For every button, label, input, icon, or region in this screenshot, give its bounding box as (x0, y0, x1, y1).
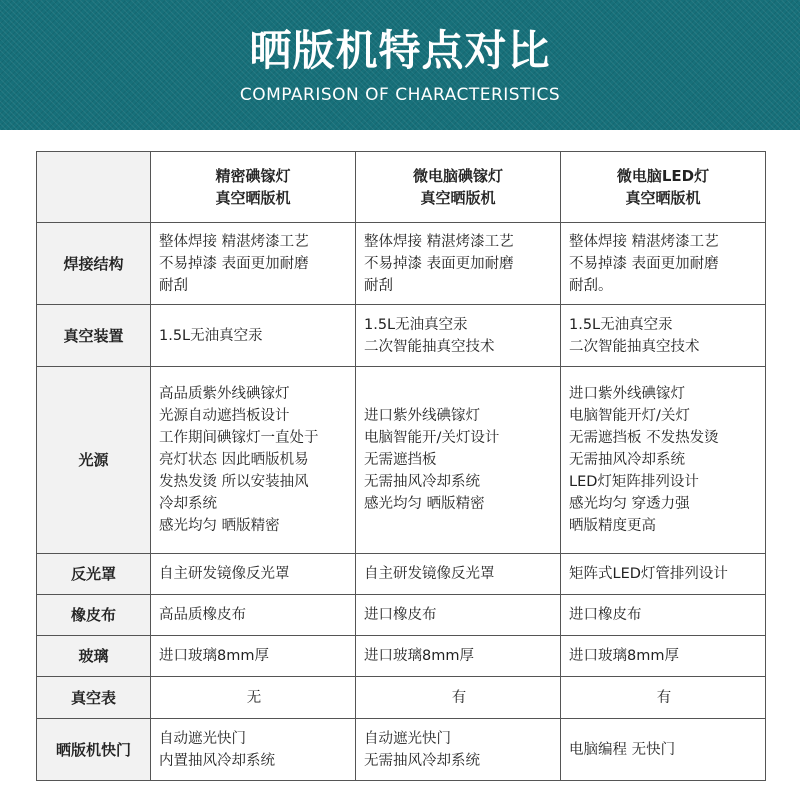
cell-text-line: 自主研发镜像反光罩 (364, 566, 495, 582)
table-row (37, 636, 766, 677)
cell-text-line: 感光均匀 晒版精密 (159, 518, 280, 534)
cell-text-line: 整体焊接 精湛烤漆工艺 (364, 233, 514, 250)
cell-text-line: 矩阵式LED灯管排列设计 (569, 566, 728, 582)
cell-text-line: 高品质紫外线碘镓灯 (159, 386, 290, 402)
table-cell (151, 554, 356, 595)
column-header (151, 152, 356, 223)
table-row (37, 595, 766, 636)
cell-text-line: 无需抽风冷却系统 (569, 452, 685, 468)
table-cell (561, 223, 766, 305)
cell-text-line: 无需抽风冷却系统 (364, 752, 480, 769)
comparison-table (36, 151, 766, 781)
table-cell (561, 554, 766, 595)
corner-cell (37, 152, 151, 223)
cell-text-line: 整体焊接 精湛烤漆工艺 (569, 233, 719, 250)
cell-text-line: 不易掉漆 表面更加耐磨 (569, 255, 719, 272)
table-row (37, 305, 766, 367)
cell-text-line: 自主研发镜像反光罩 (159, 566, 290, 582)
cell-text-line: 内置抽风冷却系统 (159, 752, 275, 769)
cell-text-line: 进口橡皮布 (569, 607, 642, 623)
cell-text-line: 1.5L无油真空汞 (159, 327, 263, 344)
table-cell (151, 367, 356, 554)
column-header-line: 精密碘镓灯 (215, 167, 291, 185)
table-row (37, 223, 766, 305)
cell-text-line: 工作期间碘镓灯一直处于 (159, 430, 319, 446)
table-cell (151, 305, 356, 367)
cell-text-line: 无需抽风冷却系统 (364, 474, 480, 490)
table-cell (561, 677, 766, 719)
row-label: 真空装置 (37, 305, 151, 367)
row-label: 橡皮布 (37, 595, 151, 636)
table-cell (561, 636, 766, 677)
cell-text-line: 无需遮挡板 (364, 452, 437, 468)
cell-text-line: 自动遮光快门 (364, 730, 451, 747)
cell-text-line: 二次智能抽真空技术 (569, 338, 700, 355)
table-cell (356, 719, 561, 781)
cell-text-line: 不易掉漆 表面更加耐磨 (364, 255, 514, 272)
table-cell (151, 595, 356, 636)
column-header-line: 微电脑碘镓灯 (412, 167, 503, 185)
table-cell (356, 595, 561, 636)
cell-text-line: 冷却系统 (159, 496, 217, 512)
cell-text-line: 发热发烫 所以安装抽风 (159, 474, 309, 490)
table-cell (151, 636, 356, 677)
cell-text-line: 进口玻璃8mm厚 (159, 648, 269, 664)
column-header-line: 微电脑LED灯 (616, 167, 710, 185)
row-label: 晒版机快门 (37, 719, 151, 781)
cell-text-line: LED灯矩阵排列设计 (569, 474, 699, 490)
cell-text-line: 电脑智能开灯/关灯 (569, 408, 690, 424)
cell-text-line: 进口玻璃8mm厚 (569, 648, 679, 664)
table-cell (356, 223, 561, 305)
cell-text-line: 整体焊接 精湛烤漆工艺 (159, 233, 309, 250)
table-cell (151, 719, 356, 781)
table-cell (356, 305, 561, 367)
column-header-line: 真空晒版机 (215, 189, 291, 207)
cell-text-line: 有 (656, 689, 672, 706)
table-cell (356, 636, 561, 677)
cell-text-line: 耐刮 (159, 277, 188, 294)
column-header (561, 152, 766, 223)
row-label: 真空表 (37, 677, 151, 719)
cell-text-line: 高品质橡皮布 (159, 607, 246, 623)
cell-text-line: 感光均匀 穿透力强 (569, 496, 690, 512)
table-row (37, 719, 766, 781)
table-row (37, 367, 766, 554)
row-label: 光源 (37, 367, 151, 554)
table-cell (356, 677, 561, 719)
table-cell (151, 677, 356, 719)
cell-text-line: 电脑智能开/关灯设计 (364, 430, 500, 446)
cell-text-line: 耐刮。 (569, 277, 613, 294)
cell-text-line: 进口玻璃8mm厚 (364, 648, 474, 664)
table-cell (561, 367, 766, 554)
table-header-row (37, 152, 766, 223)
table-body (37, 223, 766, 781)
column-header-line: 真空晒版机 (420, 189, 496, 207)
table-cell (151, 223, 356, 305)
cell-text-line: 1.5L无油真空汞 (364, 316, 468, 333)
cell-text-line: 耐刮 (364, 277, 393, 294)
page-title: 晒版机特点对比 (249, 26, 551, 75)
cell-text-line: 进口橡皮布 (364, 607, 437, 623)
cell-text-line: 进口紫外线碘镓灯 (364, 408, 480, 424)
cell-text-line: 自动遮光快门 (159, 730, 246, 747)
table-row (37, 554, 766, 595)
table-row (37, 677, 766, 719)
cell-text-line: 无 (246, 689, 262, 706)
table-cell (356, 367, 561, 554)
column-header-line: 真空晒版机 (625, 189, 701, 207)
cell-text-line: 亮灯状态 因此晒版机易 (159, 452, 309, 468)
table-cell (561, 719, 766, 781)
row-label: 玻璃 (37, 636, 151, 677)
table-cell (356, 554, 561, 595)
row-label: 反光罩 (37, 554, 151, 595)
cell-text-line: 不易掉漆 表面更加耐磨 (159, 255, 309, 272)
row-label: 焊接结构 (37, 223, 151, 305)
cell-text-line: 二次智能抽真空技术 (364, 338, 495, 355)
cell-text-line: 电脑编程 无快门 (569, 741, 676, 758)
cell-text-line: 1.5L无油真空汞 (569, 316, 673, 333)
cell-text-line: 感光均匀 晒版精密 (364, 496, 485, 512)
column-header (356, 152, 561, 223)
cell-text-line: 有 (451, 689, 467, 706)
cell-text-line: 晒版精度更高 (569, 518, 656, 534)
header-banner (0, 0, 800, 130)
table-cell (561, 305, 766, 367)
cell-text-line: 光源自动遮挡板设计 (159, 408, 290, 424)
table-cell (561, 595, 766, 636)
page-subtitle: COMPARISON OF CHARACTERISTICS (239, 85, 561, 105)
cell-text-line: 无需遮挡板 不发热发烫 (569, 430, 719, 446)
cell-text-line: 进口紫外线碘镓灯 (569, 386, 685, 402)
